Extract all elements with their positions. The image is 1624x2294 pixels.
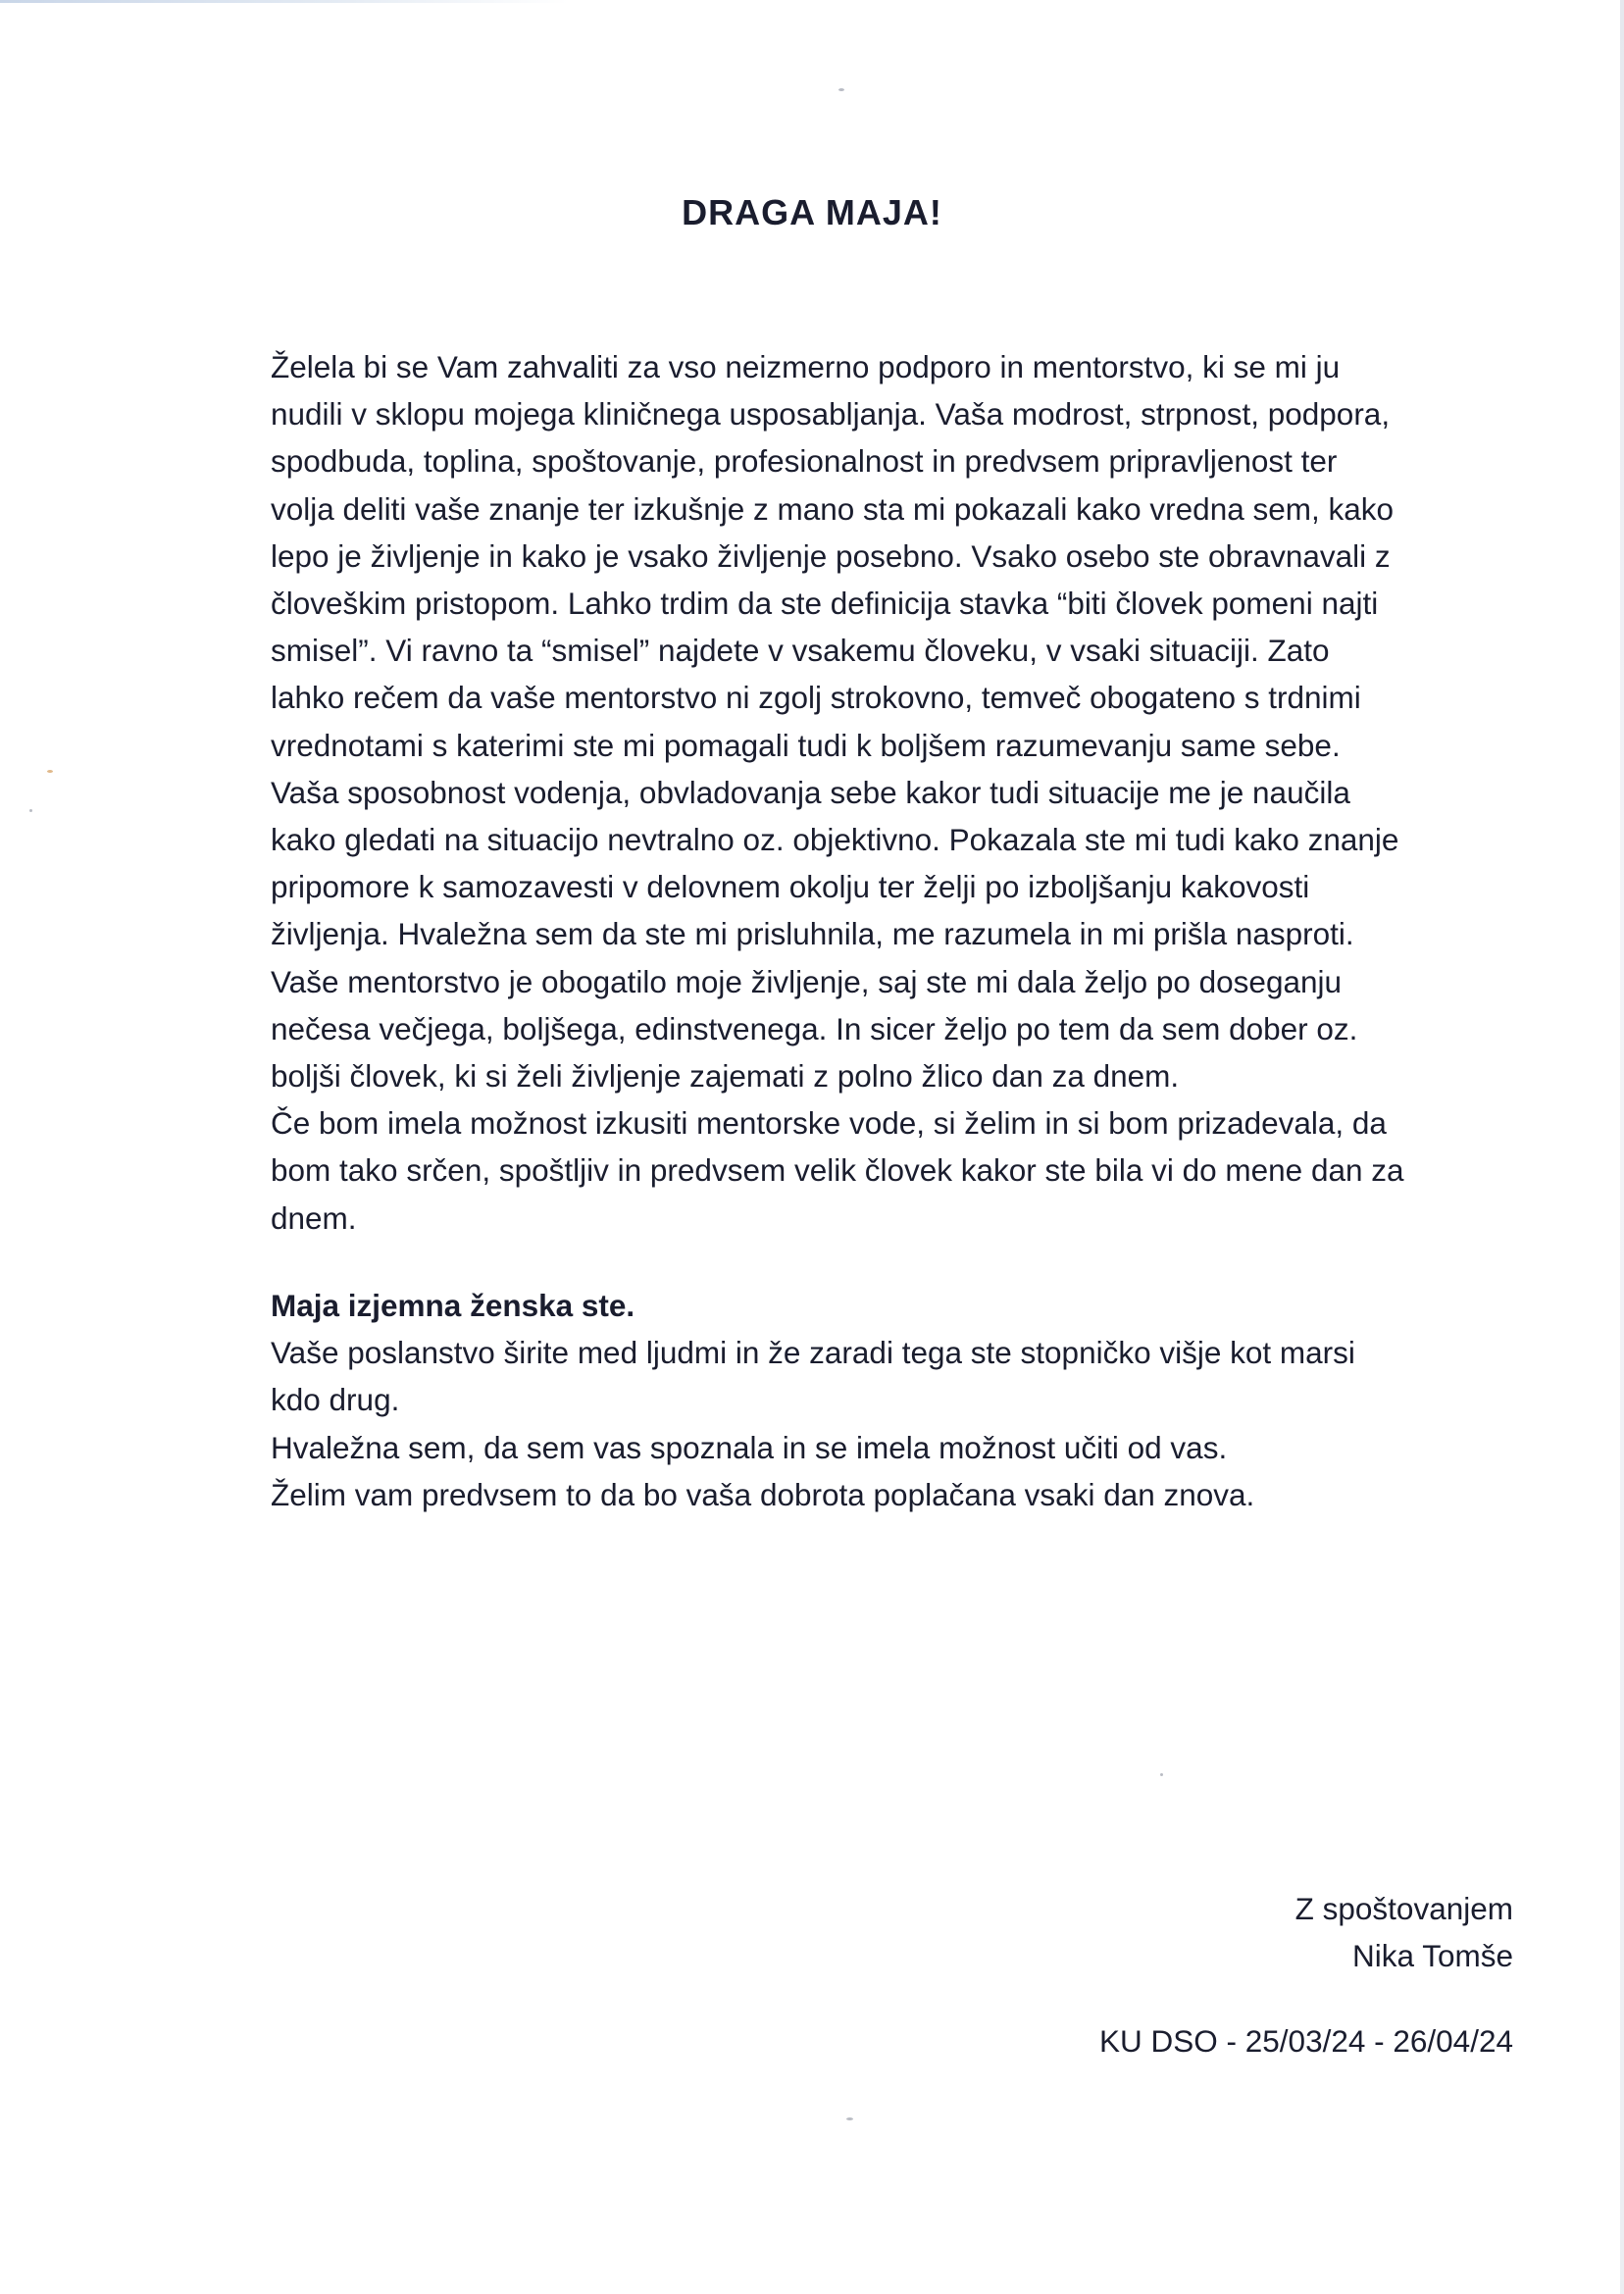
- body-line: nudili v sklopu mojega kliničnega usposabljanja. Vaša modrost, strpnost, podpora,: [271, 396, 1391, 433]
- signature-name: Nika Tomše: [1352, 1938, 1513, 1973]
- letter-closing: [271, 1282, 1536, 1518]
- scan-speck: [838, 88, 844, 91]
- body-line: volja deliti vaše znanje ter izkušnje z mano sta mi pokazali kako vredna sem, kako: [271, 490, 1395, 527]
- body-line: lepo je življenje in kako je vsako življenje posebno. Vsako osebo ste obravnavali z: [271, 537, 1391, 574]
- scan-speck: [1160, 1773, 1163, 1776]
- body-line: boljši človek, ki si želi življenje zajemati z polno žlico dan za dnem.: [271, 1058, 1180, 1095]
- reference-line: KU DSO - 25/03/24 - 26/04/24: [1099, 2023, 1513, 2059]
- closing-emphasis: Maja izjemna ženska ste.: [271, 1288, 635, 1323]
- signoff: Z spoštovanjem: [1294, 1891, 1513, 1926]
- body-line: bom tako srčen, spoštljiv in predvsem velik človek kakor ste bila vi do mene dan za: [271, 1152, 1404, 1189]
- body-line: smisel”. Vi ravno ta “smisel” najdete v vsakemu človeku, v vsaki situaciji. Zato: [271, 633, 1330, 669]
- body-line: kako gledati na situacijo nevtralno oz. objektivno. Pokazala ste mi tudi kako znanje: [271, 822, 1399, 858]
- body-line: lahko rečem da vaše mentorstvo ni zgolj strokovno, temveč obogateno s trdnimi: [271, 680, 1361, 716]
- body-line: Vaša sposobnost vodenja, obvladovanja sebe kakor tudi situacije me je naučila: [271, 774, 1350, 810]
- body-line: nečesa večjega, boljšega, edinstvenega. In sicer željo po tem da sem dober oz.: [271, 1010, 1358, 1046]
- body-line: Želela bi se Vam zahvaliti za vso neizmerno podporo in mentorstvo, ki se mi ju: [271, 349, 1341, 384]
- scan-speck: [846, 2117, 853, 2120]
- body-line: človeškim pristopom. Lahko trdim da ste definicija stavka “biti človek pomeni najti: [271, 586, 1379, 622]
- scan-speck: [29, 809, 32, 812]
- closing-line: Vaše poslanstvo širite med ljudmi in že zaradi tega ste stopničko višje kot marsi: [271, 1335, 1355, 1371]
- body-line: vrednotami s katerimi ste mi pomagali tudi k boljšem razumevanju same sebe.: [271, 727, 1341, 763]
- closing-line: kdo drug.: [271, 1382, 400, 1418]
- closing-line: Želim vam predvsem to da bo vaša dobrota poplačana vsaki dan znova.: [271, 1476, 1255, 1512]
- scan-speck: [47, 770, 53, 773]
- closing-line: Hvaležna sem, da sem vas spoznala in se imela možnost učiti od vas.: [271, 1429, 1228, 1465]
- letter-title: DRAGA MAJA!: [682, 192, 942, 232]
- body-line: Vaše mentorstvo je obogatilo moje življenje, saj ste mi dala željo po doseganju: [271, 963, 1343, 999]
- body-line: pripomore k samozavesti v delovnem okolju ter želji po izboljšanju kakovosti: [271, 869, 1310, 905]
- scan-edge-right: [1620, 0, 1624, 2294]
- body-line: Če bom imela možnost izkusiti mentorske vode, si želim in si bom prizadevala, da: [271, 1105, 1387, 1142]
- signature-block: [1295, 1885, 1513, 1979]
- body-line: življenja. Hvaležna sem da ste mi prisluhnila, me razumela in mi prišla nasproti.: [271, 916, 1354, 952]
- body-line: spodbuda, toplina, spoštovanje, profesionalnost in predvsem pripravljenost ter: [271, 443, 1338, 480]
- letter-body: [271, 343, 1536, 1242]
- scan-edge-top: [0, 0, 1624, 3]
- body-line: dnem.: [271, 1199, 357, 1236]
